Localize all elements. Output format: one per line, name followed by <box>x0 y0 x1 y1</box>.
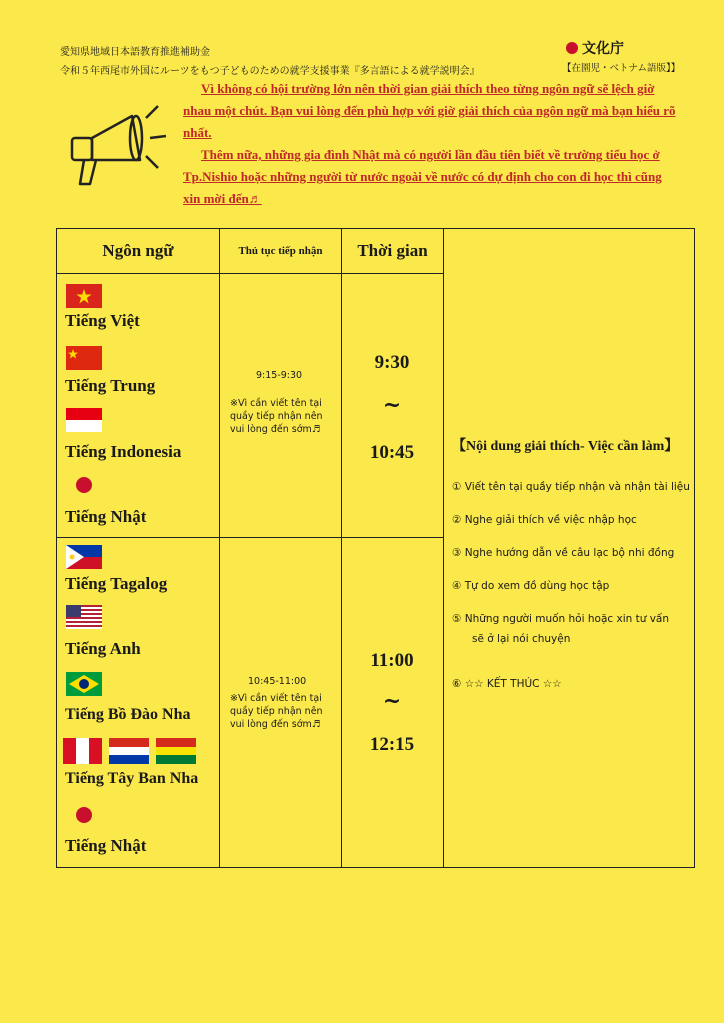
flag-spanish-countries-icon <box>63 738 197 764</box>
step-3: ③ Nghe hướng dẫn về câu lạc bộ nhi đồng <box>452 547 675 559</box>
schedule-table <box>56 228 695 868</box>
header-language: Ngôn ngữ <box>57 229 220 274</box>
content-cell <box>444 229 695 868</box>
lang-japanese: Tiếng Nhật <box>65 507 147 526</box>
notice-paragraph-2: Thêm nữa, những gia đình Nhật mà có người lần đầu tiên biết về trường tiểu học ở Tp.Nishio hoặc những người từ nước ngoài về nước có dự định cho con đi học thì cũng xin mời đến♬ <box>183 147 662 206</box>
session2-separator: ~ <box>382 688 402 714</box>
lang-japanese-2: Tiếng Nhật <box>65 836 147 855</box>
flag-peru-icon <box>63 738 102 764</box>
header-time: Thời gian <box>342 229 444 274</box>
header-reception: Thủ tục tiếp nhận <box>220 229 342 274</box>
step-2: ② Nghe giải thích về việc nhập học <box>452 514 637 526</box>
session1-reception <box>220 274 342 538</box>
lang-vietnamese: Tiếng Việt <box>65 311 140 330</box>
session2-reception-note: ※Vì cần viết tên tại quầy tiếp nhận nên vui lòng đến sớm♬ <box>230 693 323 730</box>
megaphone-icon <box>62 98 172 198</box>
session1-separator: ~ <box>382 392 402 418</box>
content-title: 【Nội dung giải thích- Việc cần làm】 <box>452 439 679 454</box>
edition-label: 【在園児・ベトナム語版】】 <box>562 63 681 74</box>
step-6: ⑥ ☆☆ KẾT THÚC ☆☆ <box>452 678 562 690</box>
flag-vietnam-icon <box>66 284 102 308</box>
session1-reception-note: ※Vì cần viết tên tại quầy tiếp nhận nên vui lòng đến sớm♬ <box>230 398 323 435</box>
session2-reception-time: 10:45-11:00 <box>248 676 307 687</box>
header-grant-line: 愛知県地域日本語教育推進補助金 <box>60 47 210 58</box>
header-program-line: 令和５年西尾市外国にルーツをもつ子どものための就学支援事業『多言語による就学説明会』 <box>60 66 480 77</box>
flag-indonesia-icon <box>66 408 102 432</box>
session2-languages <box>57 538 220 868</box>
session2-start: 11:00 <box>370 650 414 671</box>
flag-japan-icon <box>66 803 102 827</box>
notice-paragraph-1: Vì không có hội trường lớn nên thời gian giải thích theo từng ngôn ngữ sẽ lệch giờ nhau một chút. Bạn vui lòng đến phù hợp với giờ giải thích của ngôn ngữ mà bạn hiểu rõ nhất. <box>183 81 676 140</box>
step-4: ④ Tự do xem đồ dùng học tập <box>452 580 610 592</box>
flag-bolivia-icon <box>156 738 196 764</box>
session2-reception <box>220 538 342 868</box>
session1-reception-time: 9:15-9:30 <box>256 370 303 381</box>
lang-indonesian: Tiếng Indonesia <box>65 442 182 461</box>
session2-end: 12:15 <box>369 734 415 755</box>
session1-start: 9:30 <box>374 352 410 373</box>
session2-time <box>342 538 444 868</box>
flag-brazil-icon <box>66 672 102 696</box>
logo-text: 文化庁 <box>582 41 624 57</box>
logo-mark-icon <box>566 42 578 54</box>
session1-languages <box>57 274 220 538</box>
session1-end: 10:45 <box>369 442 415 463</box>
flag-usa-icon <box>66 605 102 629</box>
lang-english: Tiếng Anh <box>65 639 141 658</box>
lang-tagalog: Tiếng Tagalog <box>65 574 168 593</box>
session1-time <box>342 274 444 538</box>
flag-china-icon <box>66 346 102 370</box>
flag-paraguay-icon <box>109 738 149 764</box>
lang-chinese: Tiếng Trung <box>65 376 156 395</box>
step-5: ⑤ Những người muốn hỏi hoặc xin tư vấn <box>452 613 670 625</box>
flag-japan-icon <box>66 473 102 497</box>
lang-spanish: Tiếng Tây Ban Nha <box>65 770 199 787</box>
step-1: ① Viết tên tại quầy tiếp nhận và nhận tài liệu <box>452 481 690 493</box>
flag-philippines-icon <box>66 545 102 569</box>
step-5-continued: sẽ ở lại nói chuyện <box>472 633 571 645</box>
lang-portuguese: Tiếng Bồ Đào Nha <box>65 706 191 723</box>
agency-logo <box>566 38 624 58</box>
